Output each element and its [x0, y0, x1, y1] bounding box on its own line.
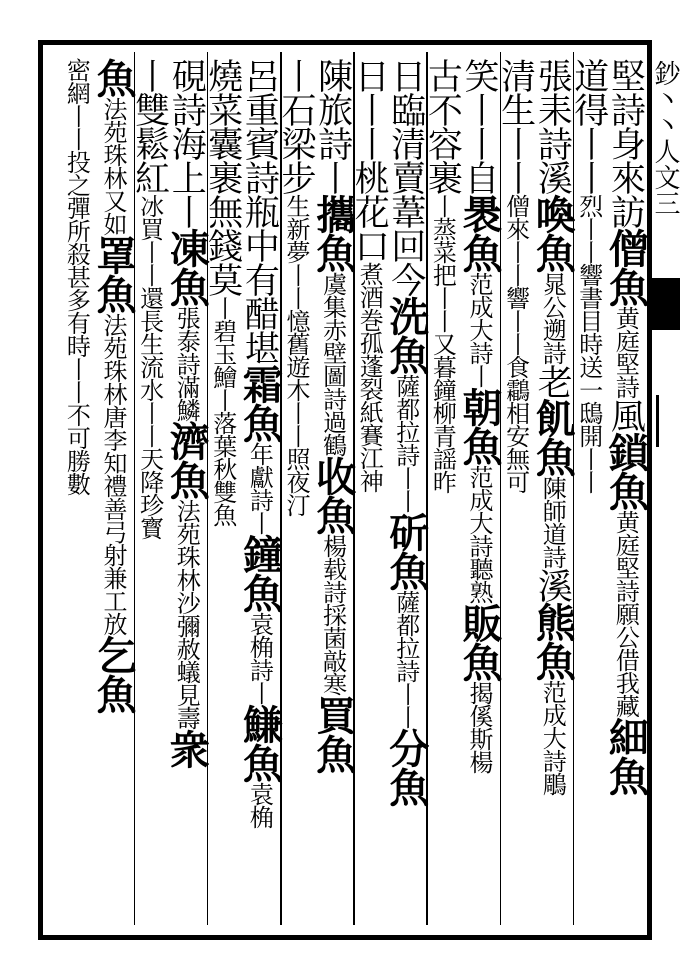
body-text: 日丨丨桃花口 [349, 58, 390, 262]
citation-note: 鸘相安無可 [501, 378, 530, 493]
citation-note: 陳師道詩 [538, 476, 567, 568]
headword: 朝魚 [456, 387, 503, 465]
citation-note: 彈所殺甚多有時丨丨不可勝數 [62, 196, 91, 495]
body-text: 笑丨丨自 [459, 58, 499, 194]
citation-note: 晁公遡詩 [538, 272, 567, 364]
headword: 攜魚 [309, 194, 357, 272]
headword: 分魚 [382, 728, 430, 806]
headword: 細魚 [602, 717, 650, 795]
edge-fragment: 鈔丶丶人文三 [650, 60, 680, 216]
citation-note: 裂紙賽江神 [355, 377, 384, 492]
text-column [53, 58, 99, 918]
citation-note: 范成大詩鵰 [538, 680, 567, 795]
citation-note: 書目時送一鴟開丨丨 [574, 286, 603, 493]
body-text: 溪 [532, 568, 573, 602]
citation-note: 丨碧玉鱠 [208, 296, 237, 388]
body-text: 丨雙鬆紅 [129, 58, 170, 194]
headword: 喚魚 [529, 194, 577, 272]
citation-note: 范成大詩丨 [465, 272, 493, 387]
citation-note: 木丨丨照夜汀 [282, 378, 310, 516]
citation-note: 薩都拉詩丨丨 [391, 590, 420, 728]
body-text: 燒菜囊裹無錢莫 [202, 58, 243, 296]
body-text: 古不容裹 [422, 58, 463, 194]
headword: 霜魚 [236, 364, 284, 442]
headword: 僧魚 [602, 228, 650, 306]
citation-note: 法苑珠林唐李知禮善弓射兼工放 [99, 313, 127, 635]
body-text: 張耒詩溪 [532, 58, 573, 194]
headword: 衆 [163, 729, 211, 768]
body-text: 道得丨丨 [568, 58, 609, 194]
citation-note: 袁桷 [245, 782, 274, 828]
headword: 濟魚 [163, 421, 211, 499]
body-text: 老 [532, 364, 573, 398]
headword: 罩魚 [90, 235, 137, 313]
headword: 魚 [90, 58, 137, 97]
headword: 鰜魚 [236, 704, 284, 782]
citation-note: 丨蒸菜把 [428, 194, 457, 286]
citation-note: 虞集赤壁圖詩過鶴 [318, 272, 347, 456]
headword: 飢魚 [529, 398, 577, 476]
citation-note: 薩都拉詩丨丨 [391, 374, 420, 512]
citation-note: 法苑珠林沙彌赦蟻見壽 [172, 499, 201, 729]
citation-note: 冰買丨丨還 [135, 194, 164, 309]
citation-note: 響丨丨食 [501, 286, 530, 378]
citation-note: 柳青謡昨 [428, 401, 457, 493]
citation-note: 丨落葉秋 [208, 388, 237, 480]
citation-note: 黄庭堅詩願公借我藏 [611, 510, 640, 717]
body-text: 堅詩身來訪 [605, 58, 646, 228]
headword: 洗魚 [382, 296, 430, 374]
citation-note: 煮酒巻孤蓬 [355, 262, 384, 377]
body-text: 陳旅詩丨 [312, 58, 353, 194]
headword: 褁魚 [456, 194, 503, 272]
body-text: 硯詩海上丨 [166, 58, 207, 228]
citation-note: 黄庭堅詩 [611, 306, 640, 398]
citation-note: 長生流水丨丨天降珍寳 [135, 309, 164, 539]
citation-note: 烈丨丨響 [574, 194, 603, 286]
headword: 買魚 [309, 695, 357, 773]
citation-note: 楊载詩採菌敲寒 [318, 534, 347, 695]
headword: 熊魚 [529, 602, 577, 680]
citation-note: 僧來丨丨 [501, 194, 530, 286]
headword: 收魚 [309, 456, 357, 534]
body-text: 清生丨丨 [495, 58, 536, 194]
headword: 鎖魚 [602, 432, 650, 510]
body-text: 呂重賓詩瓶中有醋堪 [239, 58, 280, 364]
citation-note: 生新夢丨丨憶舊遊 [282, 194, 310, 378]
body-text: 日臨清賣葦回今 [385, 58, 426, 296]
citation-note: 袁桷詩丨 [245, 612, 274, 704]
headword: 斫魚 [382, 512, 430, 590]
headword: 販魚 [456, 603, 503, 681]
citation-note: 張泰詩滿鱗 [172, 306, 201, 421]
citation-note: 揭傒斯楊 [465, 681, 493, 773]
body-text: 風 [605, 398, 646, 432]
body-text: 丨石梁步 [276, 58, 316, 194]
citation-note: 雙魚 [208, 480, 237, 526]
citation-note: 法苑珠林又如 [99, 97, 127, 235]
headword: 凍魚 [163, 228, 211, 306]
citation-note: 密網丨丨投之 [62, 58, 91, 196]
headword: 鐘魚 [236, 534, 284, 612]
headword: 乞魚 [90, 635, 137, 713]
citation-note: 丨丨又暮鐘 [428, 286, 457, 401]
citation-note: 范成大詩聽熟 [465, 465, 493, 603]
citation-note: 年獻詩丨 [245, 442, 274, 534]
